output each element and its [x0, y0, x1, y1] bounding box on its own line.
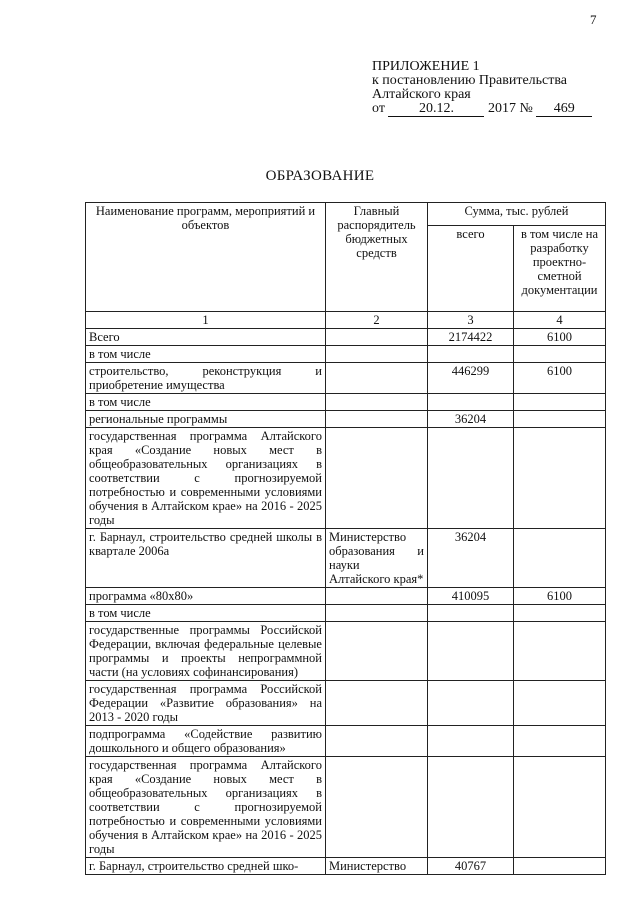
column-number: 1: [86, 312, 326, 329]
row-manager: [326, 757, 428, 858]
table-row: [86, 428, 606, 529]
table-row: [86, 329, 606, 346]
row-manager: [326, 411, 428, 428]
row-total: [428, 726, 514, 757]
table-row: [86, 757, 606, 858]
column-number-row: [86, 312, 606, 329]
row-total: [428, 681, 514, 726]
row-total: 36204: [428, 411, 514, 428]
row-name: государственная программа Алтайского края «Создание новых мест в общеобразовательных организациях в соответствии с прогнозируемой потребностью и современными условиями обучения в Алтайском крае» на 2016 - 2025 годы: [86, 428, 326, 529]
row-design: [514, 605, 606, 622]
table-row: [86, 858, 606, 875]
row-name: г. Барнаул, строительство средней школы в квартале 2006а: [86, 529, 326, 588]
appendix-title: ПРИЛОЖЕНИЕ 1: [372, 59, 480, 74]
row-manager: [326, 588, 428, 605]
row-manager: [326, 363, 428, 394]
row-name: в том числе: [86, 394, 326, 411]
row-manager: Министерство: [326, 858, 428, 875]
row-design: 6100: [514, 588, 606, 605]
table-row: [86, 363, 606, 394]
table-row: [86, 588, 606, 605]
row-manager: [326, 394, 428, 411]
row-design: [514, 622, 606, 681]
row-manager: [326, 681, 428, 726]
row-total: 2174422: [428, 329, 514, 346]
table-row: [86, 394, 606, 411]
row-total: [428, 605, 514, 622]
row-manager: [326, 428, 428, 529]
row-manager: [326, 726, 428, 757]
row-design: [514, 394, 606, 411]
row-name: г. Барнаул, строительство средней шко-: [86, 858, 326, 875]
header-manager: Главный распорядитель бюджетных средств: [326, 203, 428, 312]
row-total: 36204: [428, 529, 514, 588]
header-row-1: [86, 203, 606, 226]
budget-table: [85, 202, 606, 875]
row-total: [428, 428, 514, 529]
appendix-block: [372, 60, 612, 117]
row-name: государственная программа Российской Федерации «Развитие образования» на 2013 - 2020 годы: [86, 681, 326, 726]
row-name: Всего: [86, 329, 326, 346]
row-name: в том числе: [86, 346, 326, 363]
row-total: [428, 394, 514, 411]
table-row: [86, 529, 606, 588]
row-total: [428, 622, 514, 681]
row-total: 40767: [428, 858, 514, 875]
appendix-line-2: к постановлению Правительства: [372, 73, 568, 88]
column-number: 2: [326, 312, 428, 329]
row-manager: [326, 605, 428, 622]
row-design: [514, 346, 606, 363]
row-design: [514, 681, 606, 726]
appendix-date-line: [372, 102, 612, 117]
table-row: [86, 681, 606, 726]
row-name: государственные программы Российской Федерации, включая федеральные целевые программы и проекты непрограммной части (на условиях софинансирования): [86, 622, 326, 681]
row-manager: Министерство образования и науки Алтайского края*: [326, 529, 428, 588]
row-design: [514, 757, 606, 858]
row-manager: [326, 346, 428, 363]
row-total: 410095: [428, 588, 514, 605]
row-name: программа «80х80»: [86, 588, 326, 605]
row-design: [514, 428, 606, 529]
row-design: [514, 858, 606, 875]
table-row: [86, 411, 606, 428]
row-manager: [326, 622, 428, 681]
row-design: [514, 411, 606, 428]
row-manager: [326, 329, 428, 346]
table-row: [86, 346, 606, 363]
row-name: государственная программа Алтайского края «Создание новых мест в общеобразовательных организациях в соответствии с прогнозируемой потребностью и современными условиями обучения в Алтайском крае» на 2016 - 2025 годы: [86, 757, 326, 858]
row-design: 6100: [514, 363, 606, 394]
date-prefix: от: [372, 101, 385, 116]
row-name: подпрограмма «Содействие развитию дошкольного и общего образования»: [86, 726, 326, 757]
row-total: 446299: [428, 363, 514, 394]
table-row: [86, 726, 606, 757]
table-row: [86, 605, 606, 622]
row-name: региональные программы: [86, 411, 326, 428]
row-design: [514, 529, 606, 588]
column-number: 4: [514, 312, 606, 329]
header-design: в том числе на разработку проектно-сметной документации: [514, 226, 606, 312]
row-total: [428, 757, 514, 858]
document-title: ОБРАЗОВАНИЕ: [265, 168, 375, 184]
decree-number: 469: [536, 102, 592, 117]
column-number: 3: [428, 312, 514, 329]
date-value: 20.12.: [388, 102, 484, 117]
appendix-line-3: Алтайского края: [372, 87, 471, 102]
row-design: [514, 726, 606, 757]
header-name: Наименование программ, мероприятий и объектов: [86, 203, 326, 312]
header-sum: Сумма, тыс. рублей: [428, 203, 606, 226]
header-total: всего: [428, 226, 514, 312]
row-name: строительство, реконструкция и приобретение имущества: [86, 363, 326, 394]
page-number: 7: [590, 12, 597, 27]
row-name: в том числе: [86, 605, 326, 622]
row-design: 6100: [514, 329, 606, 346]
table-row: [86, 622, 606, 681]
year-label: 2017 №: [487, 101, 533, 116]
row-total: [428, 346, 514, 363]
